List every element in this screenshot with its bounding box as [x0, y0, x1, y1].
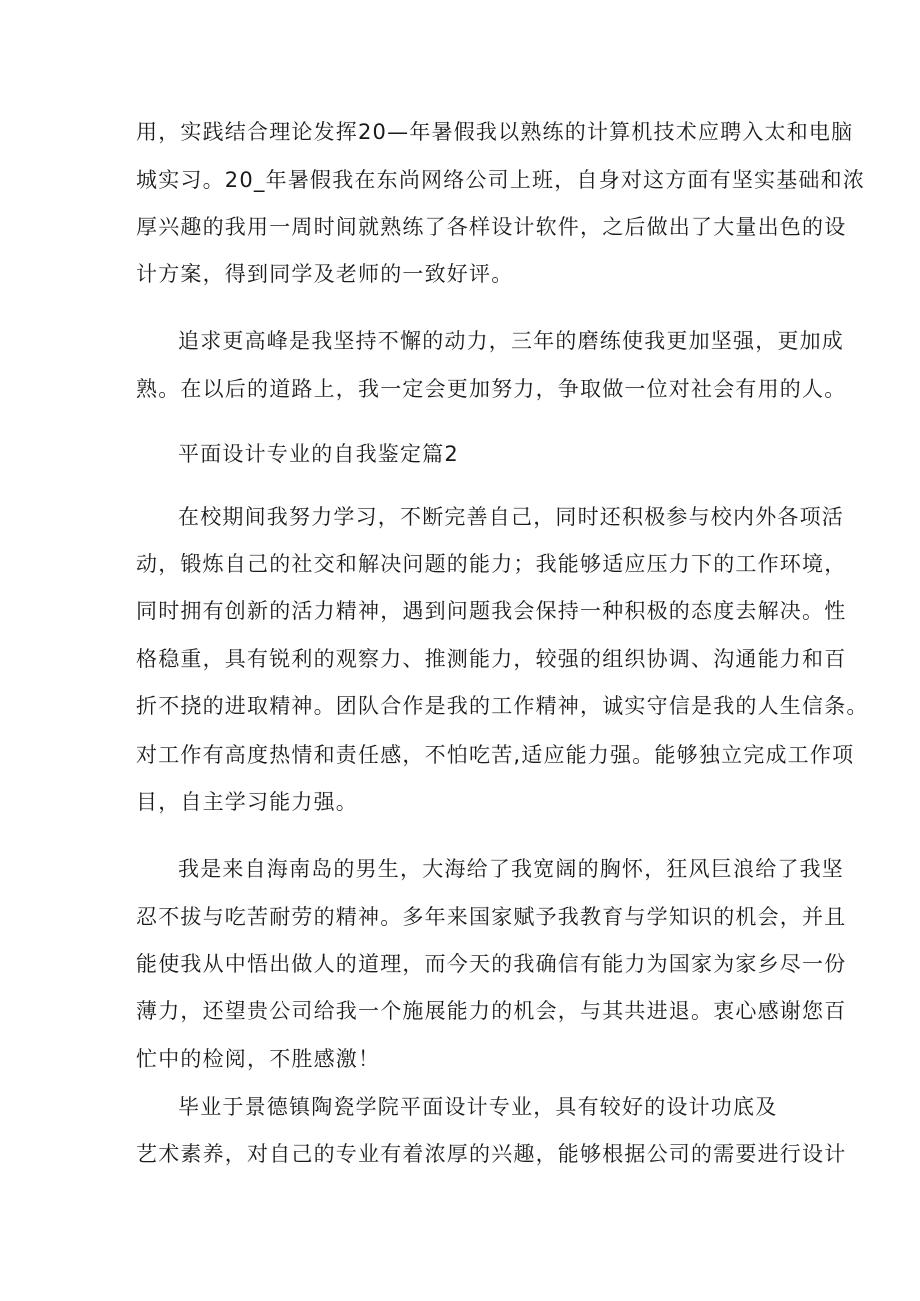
paragraph-3-line-5: 折不挠的进取精神。团队合作是我的工作精神，诚实守信是我的人生信条。 — [136, 694, 869, 718]
section-heading: 平面设计专业的自我鉴定篇2 — [178, 442, 459, 466]
paragraph-4-line-3: 能使我从中悟出做人的道理，而今天的我确信有能力为国家为家乡尽一份 — [136, 952, 847, 976]
paragraph-4-line-1: 我是来自海南岛的男生，大海给了我宽阔的胸怀，狂风巨浪给了我坚 — [178, 857, 844, 881]
paragraph-2-line-2: 熟。在以后的道路上，我一定会更加努力，争取做一位对社会有用的人。 — [136, 377, 847, 401]
paragraph-3-line-4: 格稳重，具有锐利的观察力、推测能力，较强的组织协调、沟通能力和百 — [136, 647, 847, 671]
paragraph-5-line-1: 毕业于景德镇陶瓷学院平面设计专业，具有较好的设计功底及 — [178, 1095, 778, 1119]
paragraph-3-line-7: 目，自主学习能力强。 — [136, 790, 358, 814]
paragraph-4-line-4: 薄力，还望贵公司给我一个施展能力的机会，与其共进退。衷心感谢您百 — [136, 999, 847, 1023]
paragraph-3-line-3: 同时拥有创新的活力精神，遇到问题我会保持一种积极的态度去解决。性 — [136, 599, 847, 623]
paragraph-4-line-5: 忙中的检阅，不胜感激！ — [136, 1047, 381, 1071]
paragraph-3-line-2: 动，锻炼自己的社交和解决问题的能力；我能够适应压力下的工作环境， — [136, 552, 847, 576]
paragraph-1-line-2: 城实习。20_年暑假我在东尚网络公司上班，自身对这方面有坚实基础和浓 — [136, 168, 866, 192]
paragraph-1-line-3: 厚兴趣的我用一周时间就熟练了各样设计软件，之后做出了大量出色的设 — [136, 215, 847, 239]
paragraph-3-line-6: 对工作有高度热情和责任感，不怕吃苦,适应能力强。能够独立完成工作项 — [136, 743, 855, 767]
paragraph-1-line-1: 用，实践结合理论发挥20—年暑假我以熟练的计算机技术应聘入太和电脑 — [136, 120, 854, 144]
paragraph-4-line-2: 忍不拔与吃苦耐劳的精神。多年来国家赋予我教育与学知识的机会，并且 — [136, 905, 847, 929]
paragraph-2-line-1: 追求更高峰是我坚持不懈的动力，三年的磨练使我更加坚强，更加成 — [178, 329, 844, 353]
paragraph-5-line-2: 艺术素养，对自己的专业有着浓厚的兴趣，能够根据公司的需要进行设计 — [136, 1142, 847, 1166]
paragraph-1-line-4: 计方案，得到同学及老师的一致好评。 — [136, 262, 514, 286]
paragraph-3-line-1: 在校期间我努力学习，不断完善自己，同时还积极参与校内外各项活 — [178, 505, 844, 529]
